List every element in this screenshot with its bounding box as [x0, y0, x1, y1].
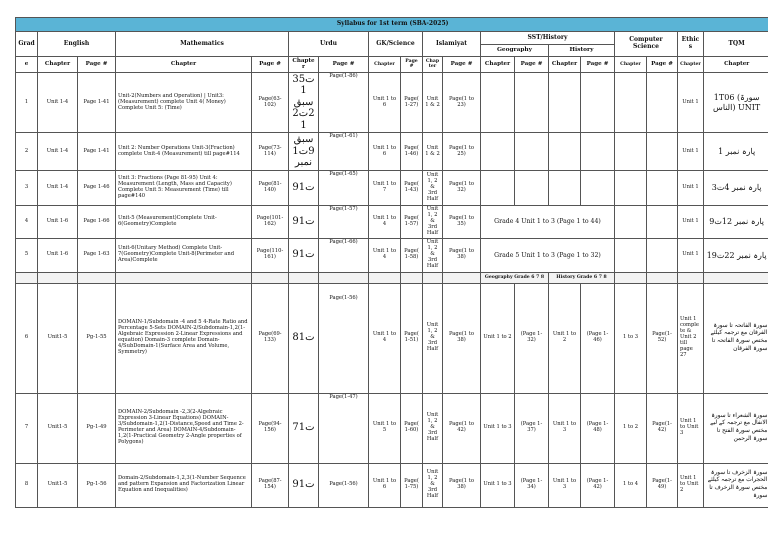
urdu-chapter: 9ت1: [289, 463, 319, 507]
english-chapter: Unit 1-4: [38, 170, 78, 205]
gk-chapter: Unit 1 to 5: [369, 393, 401, 463]
islamiyat-page: Page(1 to 38): [443, 463, 481, 507]
geography-chapter: [481, 133, 515, 171]
header-history: History: [549, 45, 615, 57]
history-page: [581, 170, 615, 205]
history-page: (Page 1-42): [581, 463, 615, 507]
grade-cell: 4: [16, 205, 38, 238]
islamiyat-chapter: Unit 1, 2 & 3rd Half: [423, 170, 443, 205]
ethics-cell: Unit 1: [678, 205, 704, 238]
gk-chapter: Unit 1 to 4: [369, 238, 401, 272]
header-page: Page #: [443, 57, 481, 73]
islamiyat-page: Page(1 to 32): [443, 170, 481, 205]
math-chapter: DOMAIN-1/Subdomain -4 and 5 4-Rate Ratio and Percentage 5-Sets DOMAIN-2/Subdomain-1,2(1-Algebraic Expression 2-Linear Expressions and equation) Domain-3 complete Domain-4/SubDomain-1(Surface Area and Volume, Symmetry): [116, 283, 252, 393]
math-chapter: Unit 3: Fractions (Page 81-95) Unit 4: Measurement (Length, Mass and Capacity) Complete Unit 5: Measurement (Time) till page#140: [116, 170, 252, 205]
gk-page: Page(1-46): [401, 133, 423, 171]
gk-page: Page(1-57): [401, 205, 423, 238]
computer-page: [647, 170, 678, 205]
geography-chapter: Unit 1 to 2: [481, 283, 515, 393]
computer-chapter: 1 to 2: [615, 393, 647, 463]
english-page: Page 1-46: [78, 170, 116, 205]
islamiyat-chapter: Unit 1, 2 & 3rd Half: [423, 463, 443, 507]
table-row: [16, 283, 768, 393]
gk-chapter: Unit 1 to 6: [369, 133, 401, 171]
english-chapter: Unit 1-4: [38, 72, 78, 133]
geography-chapter: Unit 1 to 3: [481, 463, 515, 507]
urdu-page: Page(1-56): [319, 283, 369, 393]
geography-page: (Page 1-34): [515, 463, 549, 507]
grade-cell: 2: [16, 133, 38, 171]
header-chapter: Chapter: [481, 57, 515, 73]
gk-chapter: Unit 1 to 4: [369, 283, 401, 393]
grade-cell: 1: [16, 72, 38, 133]
header-chapter: Chapter: [369, 57, 401, 73]
geography-chapter: [481, 72, 515, 133]
gk-page: Page(1-60): [401, 393, 423, 463]
history-chapter: Unit 1 to 2: [549, 283, 581, 393]
gk-page: Page(1-51): [401, 283, 423, 393]
geography-chapter: Unit 1 to 3: [481, 393, 515, 463]
history-chapter: [549, 72, 581, 133]
header-ethics: Ethics: [678, 32, 704, 57]
islamiyat-page: Page(1 to 38): [443, 283, 481, 393]
tqm-cell: پارہ نمبر 1: [704, 133, 768, 171]
urdu-page: Page(1-47): [319, 393, 369, 463]
english-chapter: Unit 1-6: [38, 238, 78, 272]
geography-page: [515, 133, 549, 171]
header-english: English: [38, 32, 116, 57]
history-chapter: Unit 1 to 3: [549, 463, 581, 507]
math-chapter: DOMAIN-2/Subdomain -2,3(2-Algebraic Expression 3-Linear Equations) DOMAIN-3/Subdomain-1,2(1-Distance,Speed and Time 2-Perimeter and Area) DOMAIN-4/Subdomain-1,2(1-Practical Geometry 2-Angle properties of Polygons): [116, 393, 252, 463]
syllabus-document: [15, 17, 768, 508]
tqm-cell: 1T06 (سورۃ الناس) UNIT: [704, 72, 768, 133]
geography-page: (Page 1-37): [515, 393, 549, 463]
header-tqm: TQM: [704, 32, 768, 57]
header-urdu: Urdu: [289, 32, 369, 57]
english-chapter: Unit1-5: [38, 283, 78, 393]
english-chapter: Unit 1-4: [38, 133, 78, 171]
islamiyat-page: Page(1 to 35): [443, 205, 481, 238]
english-page: Pg-1-56: [78, 463, 116, 507]
tqm-cell: سورۃ الفاتحہ تا سورۃ الفرقان مع ترجمہ کیلئے مختص سورۃ الفاتحہ تا سورۃ الفرقان: [704, 283, 768, 393]
math-page: Page(63-102): [252, 72, 289, 133]
history-page: (Page 1-46): [581, 283, 615, 393]
header-page: Page #: [515, 57, 549, 73]
ethics-cell: Unit 1 to Unit 3: [678, 393, 704, 463]
math-page: Page(69-133): [252, 283, 289, 393]
urdu-page: Page(1-66): [319, 238, 369, 272]
english-page: Pg-1-49: [78, 393, 116, 463]
urdu-chapter: 7ت1: [289, 393, 319, 463]
tqm-cell: پارہ نمبر 12ت9: [704, 205, 768, 238]
header-page: Page #: [319, 57, 369, 73]
gk-chapter: Unit 1 to 4: [369, 205, 401, 238]
computer-page: Page(1-52): [647, 283, 678, 393]
islamiyat-page: Page(1 to 23): [443, 72, 481, 133]
history-chapter: [549, 170, 581, 205]
table-row: [16, 393, 768, 463]
tqm-cell: پارہ نمبر 4ت3: [704, 170, 768, 205]
english-page: Pg-1-55: [78, 283, 116, 393]
header-page: Page #: [401, 57, 423, 73]
header-chapter: Chapter: [116, 57, 252, 73]
computer-chapter: [615, 133, 647, 171]
header-grade: Grad: [16, 32, 38, 57]
history-grades-label: History Grade 6 7 8: [549, 272, 615, 283]
grade-cell: 7: [16, 393, 38, 463]
sst-merged-cell: Grade 5 Unit 1 to 3 (Page 1 to 32): [481, 238, 615, 272]
islamiyat-chapter: Unit 1 & 2: [423, 72, 443, 133]
gk-chapter: Unit 1 to 7: [369, 170, 401, 205]
geography-page: [515, 170, 549, 205]
header-chapter: Chapter: [38, 57, 78, 73]
computer-chapter: [615, 205, 647, 238]
history-page: [581, 72, 615, 133]
urdu-chapter: 9ت1: [289, 238, 319, 272]
header-chapter: Chapter: [423, 57, 443, 73]
history-chapter: Unit 1 to 3: [549, 393, 581, 463]
ethics-cell: Unit 1: [678, 170, 704, 205]
header-page: Page #: [581, 57, 615, 73]
english-page: Page 1-66: [78, 205, 116, 238]
grade-cell: 6: [16, 283, 38, 393]
computer-chapter: [615, 170, 647, 205]
urdu-chapter: 8ت1: [289, 283, 319, 393]
geography-page: [515, 72, 549, 133]
header-page: Page #: [252, 57, 289, 73]
grade-group-separator-row: [16, 272, 768, 283]
header-chapter: Chapter: [289, 57, 319, 73]
tqm-cell: سورۃ الزخرف تا سورۃ الحجرات مع ترجمہ کیلئے مختص سورۃ الزخرف تا سورۃ: [704, 463, 768, 507]
math-page: Page(110-161): [252, 238, 289, 272]
urdu-chapter: 9ت1: [289, 205, 319, 238]
header-math: Mathematics: [116, 32, 289, 57]
computer-page: Page(1-49): [647, 463, 678, 507]
gk-page: Page(1-58): [401, 238, 423, 272]
math-page: Page(87-154): [252, 463, 289, 507]
gk-page: Page(1-75): [401, 463, 423, 507]
urdu-chapter: 35ت1 سبق 2ت21: [289, 72, 319, 133]
urdu-page: Page(1-61): [319, 133, 369, 171]
header-chapter: Chapter: [704, 57, 768, 73]
geography-chapter: [481, 170, 515, 205]
islamiyat-page: Page(1 to 42): [443, 393, 481, 463]
computer-page: [647, 133, 678, 171]
header-page: Page #: [647, 57, 678, 73]
table-row: [16, 72, 768, 133]
table-row: [16, 238, 768, 272]
english-chapter: Unit 1-6: [38, 205, 78, 238]
gk-page: Page(1-27): [401, 72, 423, 133]
gk-page: Page(1-43): [401, 170, 423, 205]
ethics-cell: Unit 1 complete & Unit 2 till page 27: [678, 283, 704, 393]
header-islamiyat: Islamiyat: [423, 32, 481, 57]
islamiyat-page: Page(1 to 38): [443, 238, 481, 272]
table-row: [16, 463, 768, 507]
grade-cell: 3: [16, 170, 38, 205]
header-grade-e: e: [16, 57, 38, 73]
computer-page: Page(1-42): [647, 393, 678, 463]
math-chapter: Unit 2: Number Operations Unit-3(Fraction) complete Unit-4 (Measurement) till page#114: [116, 133, 252, 171]
syllabus-table: [15, 17, 768, 508]
computer-chapter: [615, 72, 647, 133]
urdu-page: Page(1-57): [319, 205, 369, 238]
table-row: [16, 170, 768, 205]
urdu-page: Page(1-86): [319, 72, 369, 133]
history-page: (Page 1-48): [581, 393, 615, 463]
islamiyat-chapter: Unit 1, 2 & 3rd Half: [423, 205, 443, 238]
computer-page: [647, 205, 678, 238]
urdu-page: Page(1-56): [319, 463, 369, 507]
header-computer: Computer Science: [615, 32, 678, 57]
ethics-cell: Unit 1: [678, 72, 704, 133]
header-page: Page #: [78, 57, 116, 73]
header-gk: GK/Science: [369, 32, 423, 57]
history-page: [581, 133, 615, 171]
computer-chapter: 1 to 3: [615, 283, 647, 393]
header-chapter: Chapter: [549, 57, 581, 73]
islamiyat-chapter: Unit 1, 2 & 3rd Half: [423, 283, 443, 393]
header-geography: Geography: [481, 45, 549, 57]
islamiyat-page: Page(1 to 25): [443, 133, 481, 171]
math-chapter: Unit-5 (Measurement)Complete Unit-6(Geometry)Complete: [116, 205, 252, 238]
computer-chapter: 1 to 4: [615, 463, 647, 507]
header-sst: SST/History: [481, 32, 615, 45]
math-chapter: Unit-6(Unitary Method) Complete Unit-7(Geometry)Complete Unit-8(Perimeter and Area)Complete: [116, 238, 252, 272]
math-page: Page(94-156): [252, 393, 289, 463]
computer-page: [647, 72, 678, 133]
history-chapter: [549, 133, 581, 171]
english-page: Page 1-41: [78, 133, 116, 171]
ethics-cell: Unit 1: [678, 238, 704, 272]
table-title: Syllabus for 1st term (SBA-2025): [16, 18, 768, 32]
math-page: Page(73-114): [252, 133, 289, 171]
english-page: Page 1-41: [78, 72, 116, 133]
geography-page: (Page 1-32): [515, 283, 549, 393]
urdu-chapter: سبق 9ت1 نمبر: [289, 133, 319, 171]
english-chapter: Unit1-5: [38, 463, 78, 507]
header-chapter: Chapter: [615, 57, 647, 73]
english-page: Page 1-63: [78, 238, 116, 272]
math-page: Page(81-140): [252, 170, 289, 205]
ethics-cell: Unit 1 to Unit 2: [678, 463, 704, 507]
islamiyat-chapter: Unit 1 & 2: [423, 133, 443, 171]
gk-chapter: Unit 1 to 6: [369, 463, 401, 507]
tqm-cell: سورۃ الشعراء تا سورۃ الانفال مع ترجمہ کے لیے مختص سورۃ الفتح تا سورۃ الرحمن: [704, 393, 768, 463]
geography-grades-label: Geography Grade 6 7 8: [481, 272, 549, 283]
islamiyat-chapter: Unit 1, 2 & 3rd Half: [423, 393, 443, 463]
islamiyat-chapter: Unit 1, 2 & 3rd Half: [423, 238, 443, 272]
computer-page: [647, 238, 678, 272]
gk-chapter: Unit 1 to 6: [369, 72, 401, 133]
math-chapter: Unit-2(Numbers and Operation) | Unit3:(Measurement) complete Unit 4( Money) Complete Unit 5: (Time): [116, 72, 252, 133]
urdu-chapter: 9ت1: [289, 170, 319, 205]
math-chapter: Domain-2/Subdomain-1,2,3(1-Number Sequence and pattern Expansion and Factorization Linear Equation and Inequalities): [116, 463, 252, 507]
table-row: [16, 205, 768, 238]
computer-chapter: [615, 238, 647, 272]
table-row: [16, 133, 768, 171]
tqm-cell: پارہ نمبر 22ت19: [704, 238, 768, 272]
sst-merged-cell: Grade 4 Unit 1 to 3 (Page 1 to 44): [481, 205, 615, 238]
math-page: Page(101-162): [252, 205, 289, 238]
grade-cell: 5: [16, 238, 38, 272]
grade-cell: 8: [16, 463, 38, 507]
header-chapter: Chapter: [678, 57, 704, 73]
ethics-cell: Unit 1: [678, 133, 704, 171]
english-chapter: Unit1-5: [38, 393, 78, 463]
urdu-page: Page(1-65): [319, 170, 369, 205]
